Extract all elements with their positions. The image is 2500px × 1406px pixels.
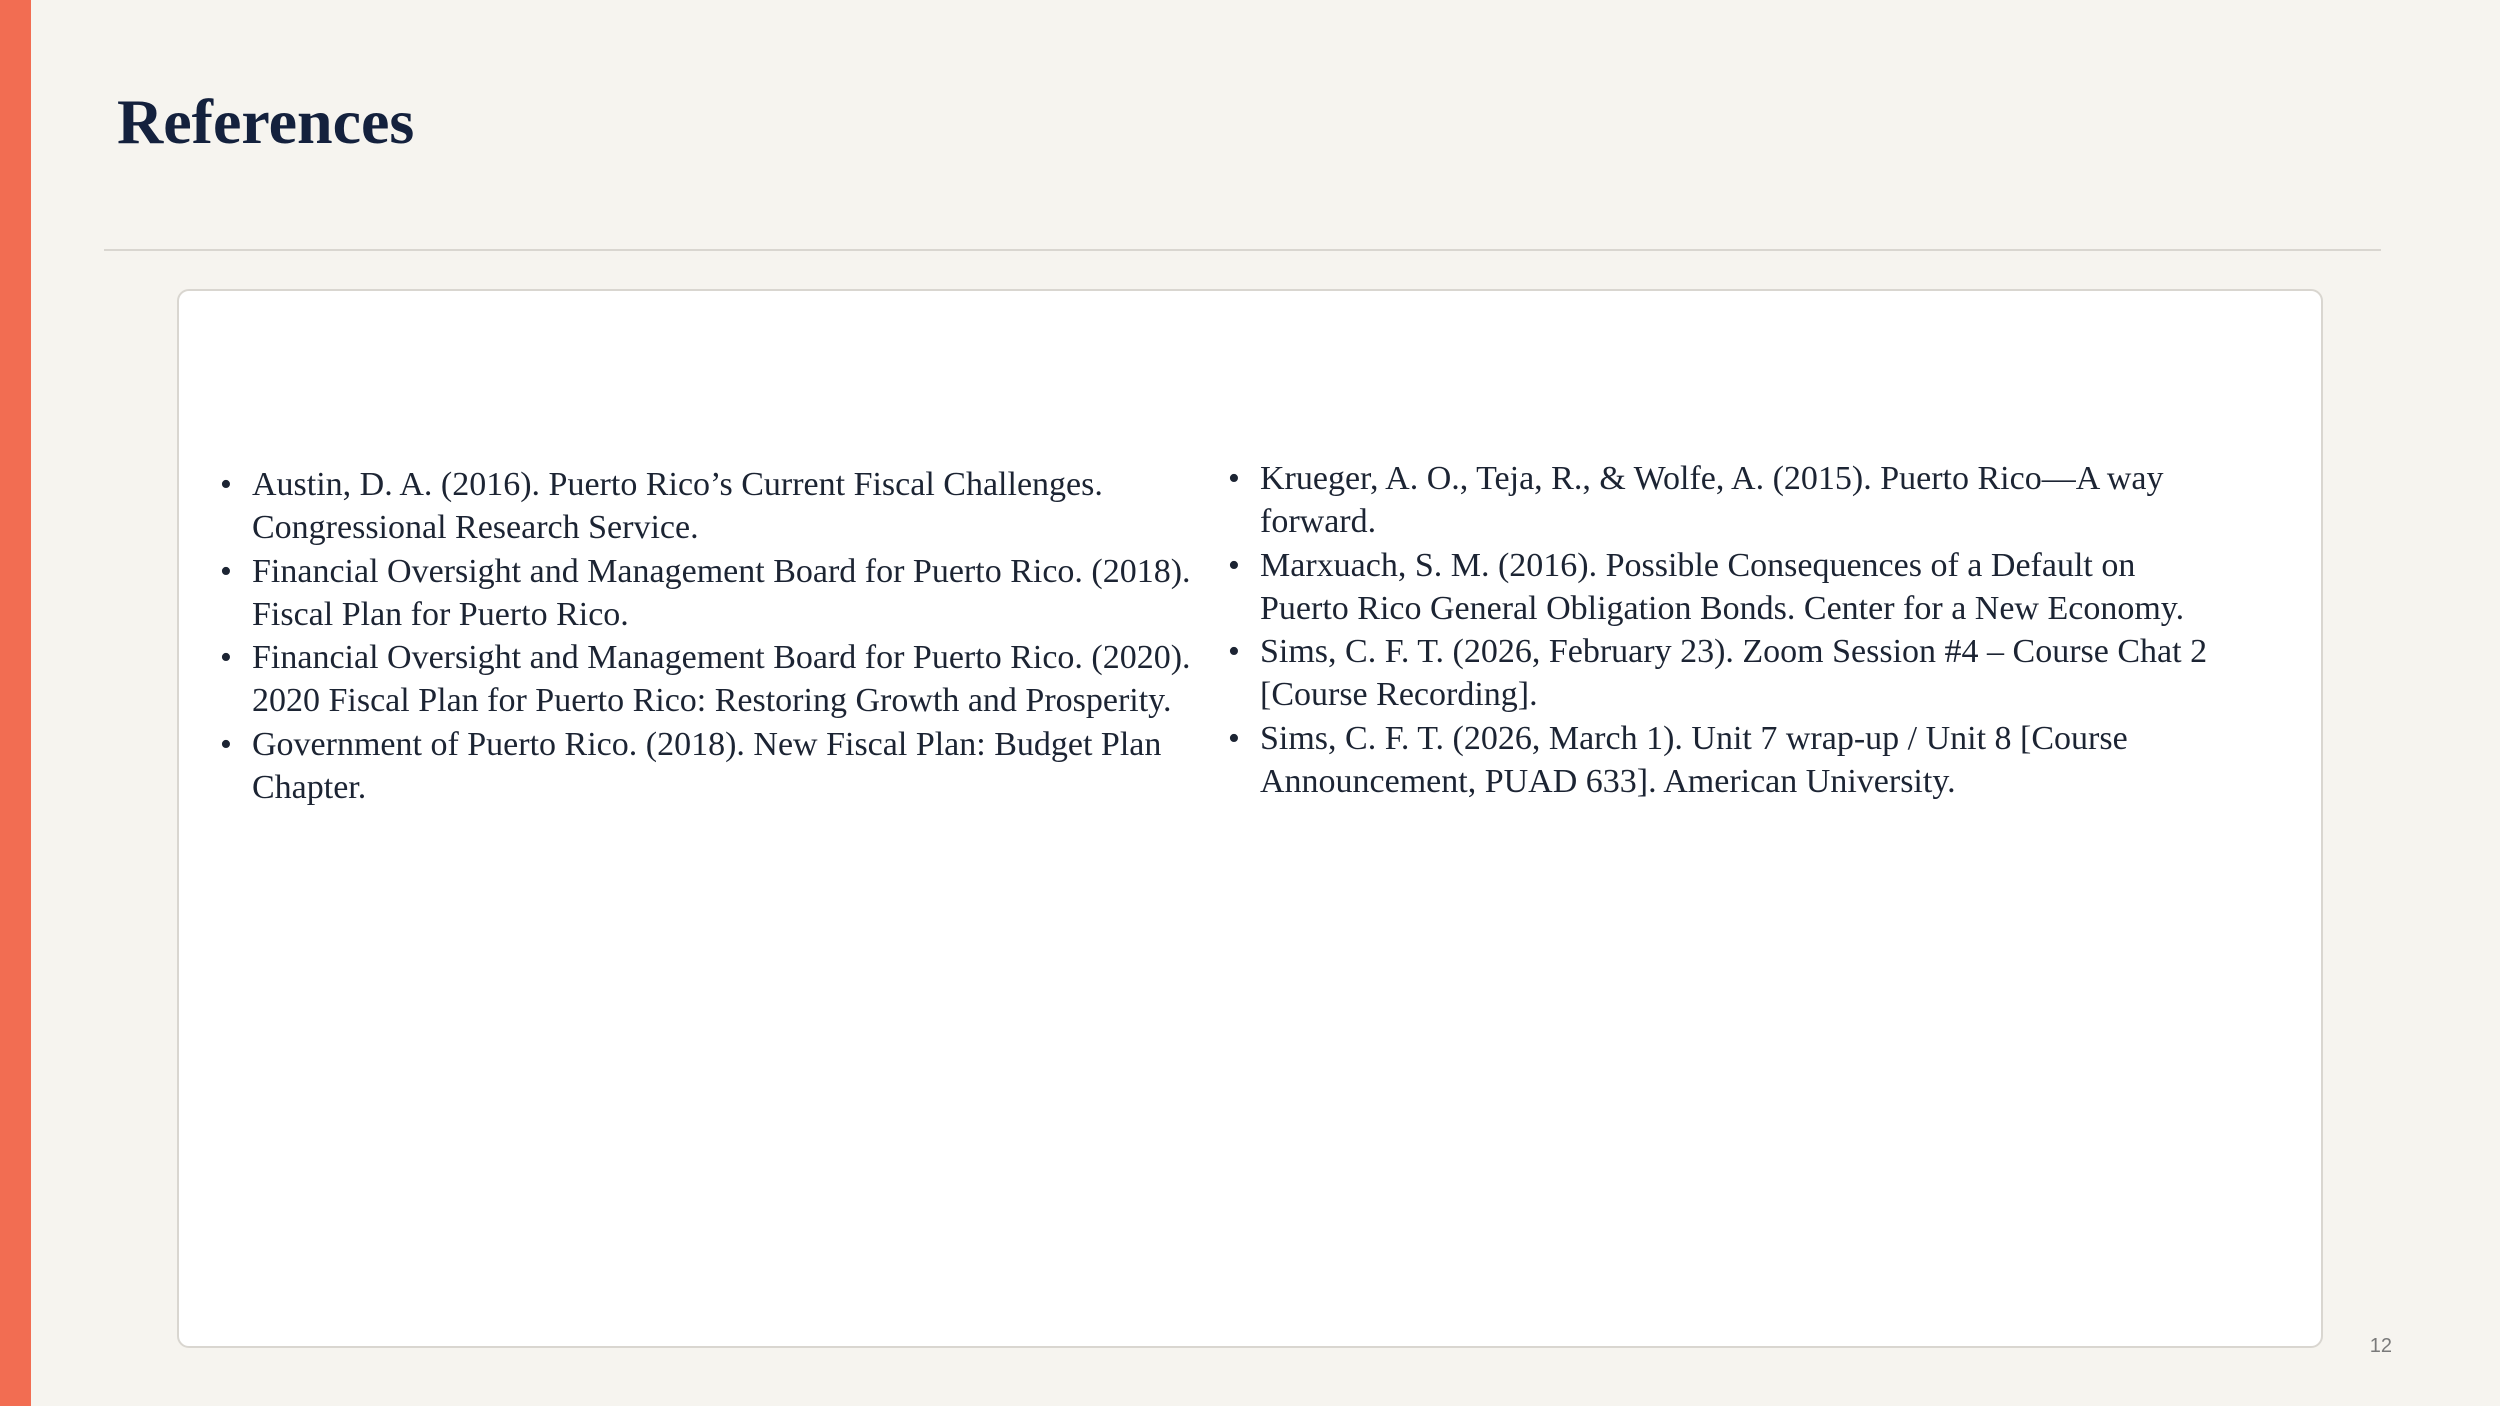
reference-text: Sims, C. F. T. (2026, March 1). Unit 7 wrap-up / Unit 8 [Course Announcement, PUAD 633]. American University. (1260, 719, 2128, 801)
reference-text: Financial Oversight and Management Board for Puerto Rico. (2020). 2020 Fiscal Plan for Puerto Rico: Restoring Growth and Prosperity. (252, 639, 1191, 720)
accent-bar (0, 0, 31, 1406)
reference-item (1228, 544, 2210, 631)
bullet-marker: • (220, 552, 232, 590)
references-card (177, 289, 2323, 1348)
reference-item (1228, 457, 2210, 544)
reference-item (1228, 630, 2210, 717)
reference-item (220, 636, 1202, 723)
reference-text: Marxuach, S. M. (2016). Possible Consequences of a Default on Puerto Rico General Obligation Bonds. Center for a New Economy. (1260, 546, 2185, 627)
bullet-marker: • (1228, 633, 1240, 671)
bullet-marker: • (1228, 460, 1240, 497)
bullet-marker: • (1228, 719, 1240, 757)
references-left-column (220, 463, 1202, 809)
reference-text: Krueger, A. O., Teja, R., & Wolfe, A. (2015). Puerto Rico—A way forward. (1260, 460, 2164, 541)
reference-item (220, 550, 1202, 637)
reference-text: Austin, D. A. (2016). Puerto Rico’s Current Fiscal Challenges. Congressional Research Service. (252, 466, 1103, 547)
page-number: 12 (2369, 1335, 2392, 1357)
bullet-marker: • (1228, 546, 1240, 584)
bullet-marker: • (220, 466, 232, 503)
bullet-marker: • (220, 639, 232, 677)
reference-text: Sims, C. F. T. (2026, February 23). Zoom Session #4 – Course Chat 2 [Course Recording]. (1260, 633, 2208, 714)
bullet-marker: • (220, 725, 232, 763)
reference-item (1228, 717, 2210, 804)
title-divider (104, 249, 2381, 251)
reference-item (220, 723, 1202, 810)
slide-title: References (117, 86, 415, 157)
reference-text: Government of Puerto Rico. (2018). New Fiscal Plan: Budget Plan Chapter. (252, 725, 1162, 807)
references-right-column (1228, 457, 2210, 803)
reference-item (220, 463, 1202, 550)
reference-text: Financial Oversight and Management Board for Puerto Rico. (2018). Fiscal Plan for Puerto Rico. (252, 552, 1191, 633)
